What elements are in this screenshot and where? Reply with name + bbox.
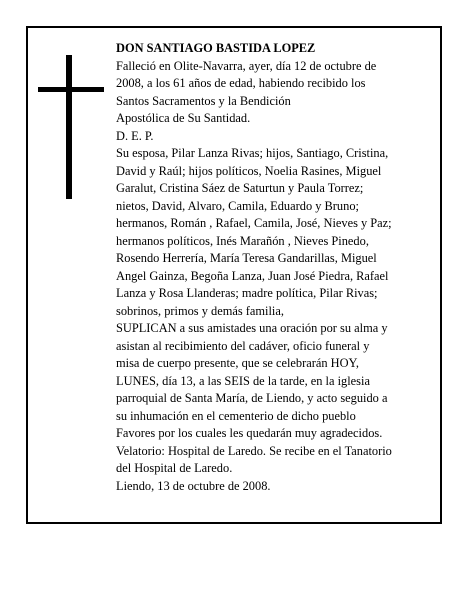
- text-line: hermanos políticos, Inés Marañón , Nieves Pinedo,: [116, 233, 369, 248]
- text-line: Liendo, 13 de octubre de 2008.: [116, 478, 271, 493]
- text-line: LUNES, día 13, a las SEIS de la tarde, en la iglesia: [116, 373, 370, 388]
- text-line: Garalut, Cristina Sáez de Saturtun y Paula Torrez;: [116, 181, 364, 195]
- text-line: Su esposa, Pilar Lanza Rivas; hijos, Santiago, Cristina,: [116, 146, 389, 160]
- text-line: Apostólica de Su Santidad.: [116, 111, 251, 125]
- obituary-text: [116, 40, 434, 495]
- text-line: Favores por los cuales les quedarán muy agradecidos.: [116, 426, 383, 440]
- text-line: del Hospital de Laredo.: [116, 461, 233, 475]
- text-line: asistan al recibimiento del cadáver, oficio funeral y: [116, 338, 370, 353]
- text-line: D. E. P.: [116, 128, 154, 143]
- text-line: SUPLICAN a sus amistades una oración por su alma y: [116, 321, 388, 335]
- cross-horizontal-bar: [38, 87, 104, 92]
- text-line: misa de cuerpo presente, que se celebrarán HOY,: [116, 356, 360, 370]
- text-line: Velatorio: Hospital de Laredo. Se recibe en el Tanatorio: [116, 443, 392, 458]
- text-line: Santos Sacramentos y la Bendición: [116, 93, 291, 108]
- text-line: Angel Gainza, Begoña Lanza, Juan José Piedra, Rafael: [116, 268, 389, 283]
- text-line: Lanza y Rosa Llanderas; madre política, Pilar Rivas;: [116, 286, 378, 300]
- cross-icon: [38, 55, 104, 199]
- text-line: nietos, David, Alvaro, Camila, Eduardo y Bruno;: [116, 198, 359, 213]
- deceased-name: DON SANTIAGO BASTIDA LOPEZ: [116, 41, 316, 55]
- text-line: parroquial de Santa María, de Liendo, y acto seguido a: [116, 391, 388, 405]
- text-line: 2008, a los 61 años de edad, habiendo recibido los: [116, 76, 366, 90]
- cross-vertical-bar: [66, 55, 72, 199]
- text-line: sobrinos, primos y demás familia,: [116, 303, 284, 318]
- text-line: Falleció en Olite-Navarra, ayer, día 12 de octubre de: [116, 58, 377, 73]
- text-line: hermanos, Román , Rafael, Camila, José, Nieves y Paz;: [116, 216, 392, 230]
- text-line: David y Raúl; hijos políticos, Noelia Rasines, Miguel: [116, 163, 382, 178]
- text-line: su inhumación en el cementerio de dicho pueblo: [116, 408, 356, 423]
- obituary-frame: [26, 26, 442, 524]
- text-line: Rosendo Herrería, María Teresa Gandarillas, Miguel: [116, 251, 377, 265]
